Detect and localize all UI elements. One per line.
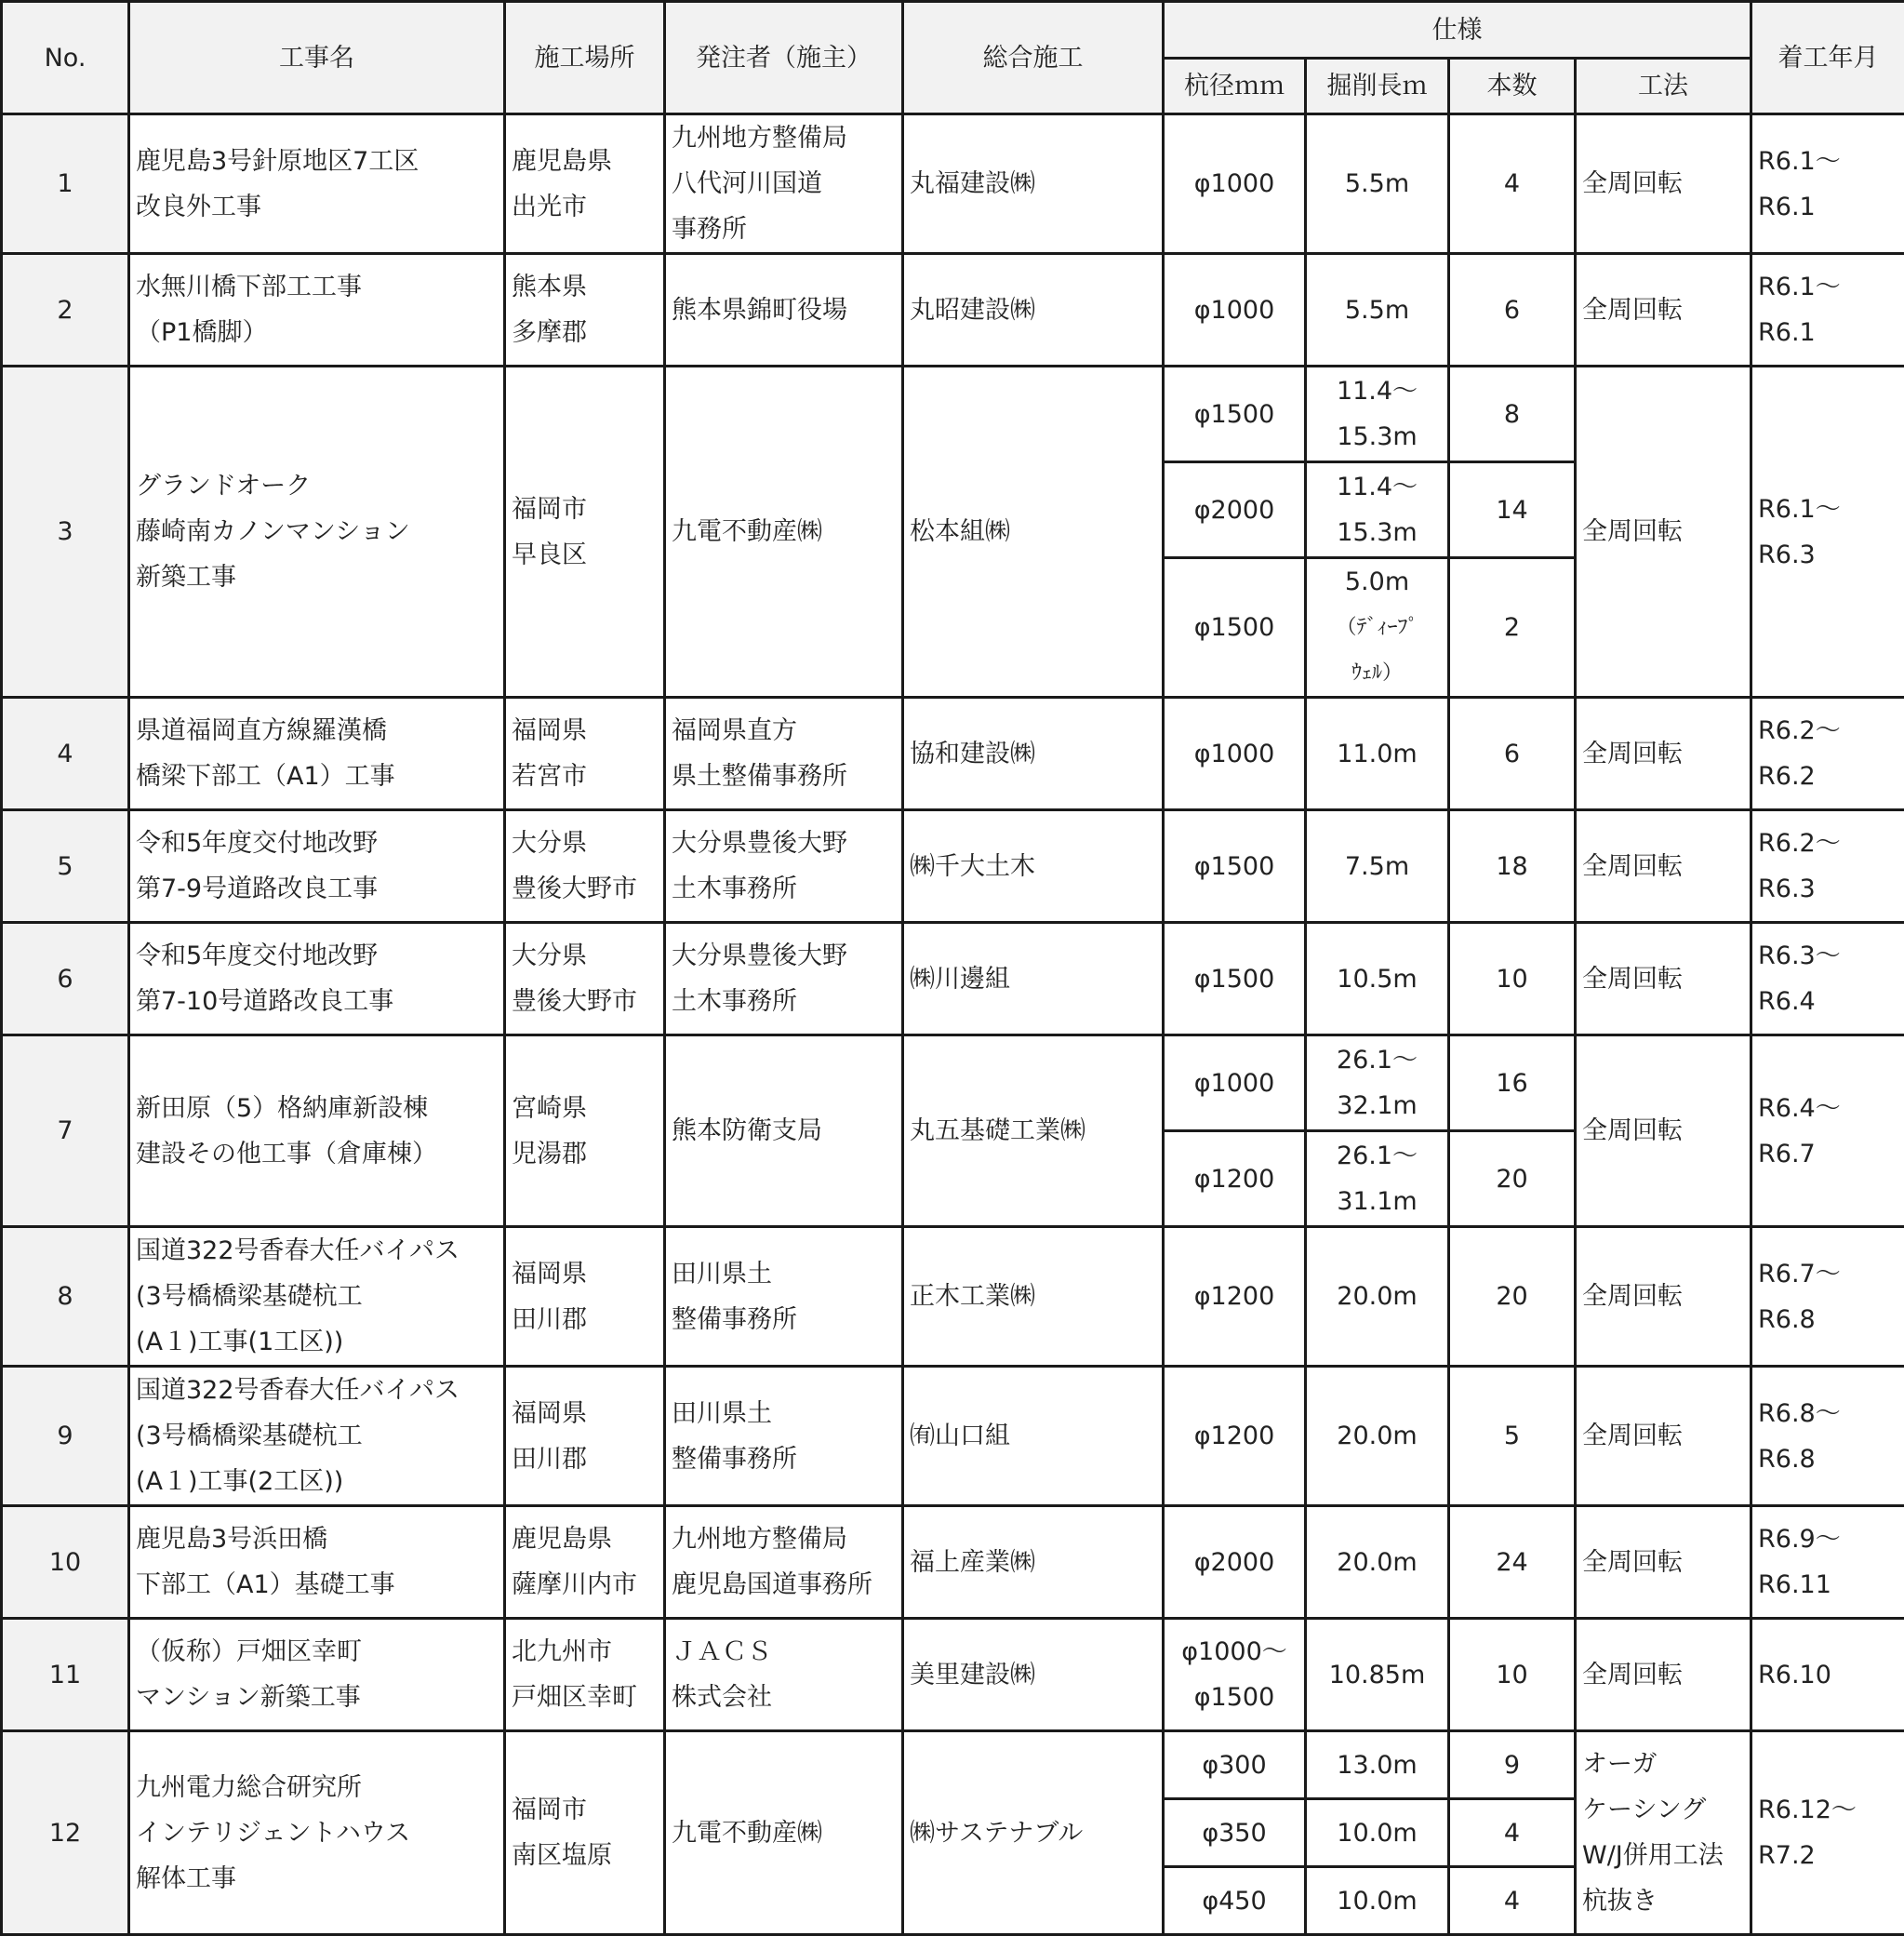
pile-diameter: φ1500 xyxy=(1164,558,1306,698)
construction-method xyxy=(1576,114,1751,254)
work-place xyxy=(505,1619,665,1731)
general-contractor: ㈲山口組 xyxy=(903,1367,1164,1506)
excavation-length-line: 32.1m xyxy=(1312,1083,1442,1128)
work-name-line: 鹿児島3号針原地区7工区 xyxy=(136,139,498,184)
construction-method-line: オーガ xyxy=(1582,1742,1744,1787)
construction-method xyxy=(1576,367,1751,698)
pile-count: 10 xyxy=(1449,1619,1576,1731)
work-name-line: 鹿児島3号浜田橋 xyxy=(136,1516,498,1562)
client-line: 県土整備事務所 xyxy=(672,754,896,799)
work-name-line: 解体工事 xyxy=(136,1856,498,1902)
pile-diameter: φ1500 xyxy=(1164,810,1306,923)
pile-diameter: φ300 xyxy=(1164,1731,1306,1799)
excavation-length-line: 11.4～ xyxy=(1312,464,1442,510)
pile-count: 4 xyxy=(1449,1799,1576,1867)
pile-count: 16 xyxy=(1449,1035,1576,1131)
work-name-line: 新田原（5）格納庫新設棟 xyxy=(136,1086,498,1131)
pile-count: 18 xyxy=(1449,810,1576,923)
client-line: 整備事務所 xyxy=(672,1297,896,1342)
work-name xyxy=(129,810,505,923)
excavation-length xyxy=(1306,1035,1449,1131)
work-name-line: 国道322号香春大任バイパス xyxy=(136,1368,498,1413)
start-date-line: R6.8 xyxy=(1758,1297,1898,1342)
general-contractor: ㈱千大土木 xyxy=(903,810,1164,923)
work-name-line: （P1橋脚） xyxy=(136,310,498,355)
start-date-line: R6.9～ xyxy=(1758,1516,1898,1562)
excavation-length-line: 5.0m xyxy=(1312,559,1442,605)
client xyxy=(665,367,903,698)
start-date-line: R6.2 xyxy=(1758,754,1898,799)
start-date-line: R6.2～ xyxy=(1758,708,1898,754)
client-line: 大分県豊後大野 xyxy=(672,821,896,866)
row-number: 7 xyxy=(2,1035,129,1227)
work-place-line: 福岡市 xyxy=(512,1787,658,1833)
row-number: 3 xyxy=(2,367,129,698)
work-name xyxy=(129,698,505,810)
work-place xyxy=(505,1035,665,1227)
work-name-line: (A１)工事(1工区)) xyxy=(136,1319,498,1365)
row-number: 10 xyxy=(2,1506,129,1619)
start-date-line: R6.2～ xyxy=(1758,821,1898,866)
work-place xyxy=(505,810,665,923)
client xyxy=(665,1367,903,1506)
work-place xyxy=(505,1506,665,1619)
start-date-line: R6.7 xyxy=(1758,1131,1898,1177)
pile-count: 8 xyxy=(1449,367,1576,462)
start-date-line: R6.8 xyxy=(1758,1436,1898,1482)
excavation-length xyxy=(1306,1619,1449,1731)
client xyxy=(665,1506,903,1619)
work-place-line: 福岡県 xyxy=(512,708,658,754)
general-contractor: 正木工業㈱ xyxy=(903,1227,1164,1367)
header-name: 工事名 xyxy=(129,2,505,114)
pile-count: 5 xyxy=(1449,1367,1576,1506)
excavation-length-line: 15.3m xyxy=(1312,414,1442,460)
pile-count: 4 xyxy=(1449,1867,1576,1935)
pile-diameter: φ1200 xyxy=(1164,1367,1306,1506)
start-date-line: R6.12～ xyxy=(1758,1787,1898,1833)
work-name-line: 下部工（A1）基礎工事 xyxy=(136,1562,498,1608)
pile-count: 6 xyxy=(1449,698,1576,810)
construction-method xyxy=(1576,254,1751,367)
excavation-length xyxy=(1306,1799,1449,1867)
excavation-length xyxy=(1306,254,1449,367)
construction-method-line: 全周回転 xyxy=(1582,1413,1744,1459)
construction-method-line: W/J併用工法 xyxy=(1582,1833,1744,1878)
work-place-line: 出光市 xyxy=(512,184,658,230)
header-method: 工法 xyxy=(1576,59,1751,114)
work-name-line: 新築工事 xyxy=(136,554,498,600)
pile-diameter-line: φ1000～ xyxy=(1170,1629,1298,1675)
start-date xyxy=(1751,114,1904,254)
work-name-line: 橋梁下部工（A1）工事 xyxy=(136,754,498,799)
construction-method xyxy=(1576,698,1751,810)
client xyxy=(665,1035,903,1227)
general-contractor: 丸福建設㈱ xyxy=(903,114,1164,254)
general-contractor: 丸昭建設㈱ xyxy=(903,254,1164,367)
work-place xyxy=(505,1731,665,1935)
client-line: 九州地方整備局 xyxy=(672,1516,896,1562)
pile-count: 20 xyxy=(1449,1131,1576,1227)
start-date xyxy=(1751,1506,1904,1619)
table-row xyxy=(2,1227,1904,1367)
excavation-length xyxy=(1306,810,1449,923)
client xyxy=(665,810,903,923)
construction-method-line: 全周回転 xyxy=(1582,1108,1744,1154)
construction-method-line: 全周回転 xyxy=(1582,161,1744,207)
work-place-line: 田川郡 xyxy=(512,1436,658,1482)
construction-method xyxy=(1576,1619,1751,1731)
table-body xyxy=(2,114,1904,1935)
work-place-line: 大分県 xyxy=(512,933,658,979)
work-place-line: 鹿児島県 xyxy=(512,1516,658,1562)
start-date-line: R6.11 xyxy=(1758,1562,1898,1608)
row-number: 2 xyxy=(2,254,129,367)
work-name xyxy=(129,1619,505,1731)
row-number: 12 xyxy=(2,1731,129,1935)
row-number: 9 xyxy=(2,1367,129,1506)
start-date xyxy=(1751,810,1904,923)
excavation-length xyxy=(1306,923,1449,1035)
start-date xyxy=(1751,698,1904,810)
table-row xyxy=(2,810,1904,923)
work-name-line: (A１)工事(2工区)) xyxy=(136,1459,498,1504)
start-date xyxy=(1751,923,1904,1035)
header-general: 総合施工 xyxy=(903,2,1164,114)
construction-method-line: 全周回転 xyxy=(1582,731,1744,777)
row-number: 6 xyxy=(2,923,129,1035)
excavation-length xyxy=(1306,367,1449,462)
client-line: 株式会社 xyxy=(672,1675,896,1720)
pile-diameter: φ2000 xyxy=(1164,1506,1306,1619)
start-date xyxy=(1751,1035,1904,1227)
header-diameter: 杭径ｍｍ xyxy=(1164,59,1306,114)
construction-method-line: 全周回転 xyxy=(1582,1652,1744,1698)
start-date xyxy=(1751,1731,1904,1935)
work-name xyxy=(129,1506,505,1619)
row-number: 11 xyxy=(2,1619,129,1731)
construction-method xyxy=(1576,1506,1751,1619)
excavation-length-line: 7.5m xyxy=(1312,844,1442,889)
header-start: 着工年月 xyxy=(1751,2,1904,114)
start-date xyxy=(1751,1227,1904,1367)
excavation-length-line: 26.1～ xyxy=(1312,1133,1442,1179)
pile-diameter: φ1200 xyxy=(1164,1227,1306,1367)
work-place-line: 豊後大野市 xyxy=(512,866,658,912)
header-row-1 xyxy=(2,2,1904,59)
client-line: 土木事務所 xyxy=(672,866,896,912)
work-name xyxy=(129,1367,505,1506)
work-place-line: 福岡市 xyxy=(512,487,658,532)
excavation-length-line: 10.5m xyxy=(1312,956,1442,1002)
client-line: 土木事務所 xyxy=(672,979,896,1024)
work-name-line: グランドオーク xyxy=(136,463,498,509)
excavation-length-line: 13.0m xyxy=(1312,1742,1442,1788)
client-line: 大分県豊後大野 xyxy=(672,933,896,979)
work-place xyxy=(505,923,665,1035)
client xyxy=(665,1619,903,1731)
client xyxy=(665,1227,903,1367)
row-number: 8 xyxy=(2,1227,129,1367)
client-line: 事務所 xyxy=(672,207,896,252)
construction-method-line: 全周回転 xyxy=(1582,509,1744,554)
work-name xyxy=(129,254,505,367)
work-name xyxy=(129,1035,505,1227)
pile-diameter: φ450 xyxy=(1164,1867,1306,1935)
excavation-length xyxy=(1306,1731,1449,1799)
table-row xyxy=(2,923,1904,1035)
start-date-line: R6.1 xyxy=(1758,310,1898,355)
work-place-line: 田川郡 xyxy=(512,1297,658,1342)
start-date-line: R6.1～ xyxy=(1758,264,1898,310)
work-name-line: 令和5年度交付地改野 xyxy=(136,821,498,866)
header-spec: 仕様 xyxy=(1164,2,1751,59)
excavation-length-line: 20.0m xyxy=(1312,1413,1442,1459)
table-row xyxy=(2,114,1904,254)
pile-diameter: φ350 xyxy=(1164,1799,1306,1867)
pile-count: 24 xyxy=(1449,1506,1576,1619)
work-name-line: 国道322号香春大任バイパス xyxy=(136,1228,498,1274)
pile-diameter: φ1200 xyxy=(1164,1131,1306,1227)
work-place-line: 若宮市 xyxy=(512,754,658,799)
start-date-line: R6.3～ xyxy=(1758,933,1898,979)
excavation-length-line: 10.85m xyxy=(1312,1652,1442,1698)
excavation-length-line: ｳｪﾙ） xyxy=(1312,650,1442,696)
start-date-line: R6.10 xyxy=(1758,1652,1898,1698)
start-date-line: R6.3 xyxy=(1758,866,1898,912)
start-date xyxy=(1751,254,1904,367)
excavation-length-line: 11.4～ xyxy=(1312,368,1442,414)
pile-diameter: φ1000 xyxy=(1164,114,1306,254)
work-place xyxy=(505,114,665,254)
pile-diameter: φ1000 xyxy=(1164,698,1306,810)
client xyxy=(665,254,903,367)
work-place xyxy=(505,1367,665,1506)
work-name-line: 県道福岡直方線羅漢橋 xyxy=(136,708,498,754)
excavation-length-line: 5.5m xyxy=(1312,287,1442,333)
construction-method-line: ケーシング xyxy=(1582,1787,1744,1833)
work-name xyxy=(129,1227,505,1367)
excavation-length xyxy=(1306,462,1449,558)
work-name-line: 建設その他工事（倉庫棟） xyxy=(136,1131,498,1177)
pile-diameter: φ2000 xyxy=(1164,462,1306,558)
pile-count: 6 xyxy=(1449,254,1576,367)
start-date xyxy=(1751,1619,1904,1731)
header-count: 本数 xyxy=(1449,59,1576,114)
construction-method xyxy=(1576,1367,1751,1506)
work-place xyxy=(505,367,665,698)
client-line: ＪＡＣＳ xyxy=(672,1629,896,1675)
client-line: 田川県土 xyxy=(672,1391,896,1436)
client-line: 鹿児島国道事務所 xyxy=(672,1562,896,1608)
client-line: 九州地方整備局 xyxy=(672,115,896,161)
construction-method xyxy=(1576,810,1751,923)
start-date-line: R6.3 xyxy=(1758,532,1898,578)
construction-method-line: 全周回転 xyxy=(1582,287,1744,333)
start-date-line: R6.1～ xyxy=(1758,139,1898,184)
excavation-length-line: （ﾃﾞｨｰﾌﾟ xyxy=(1312,605,1442,650)
work-name-line: 水無川橋下部工工事 xyxy=(136,264,498,310)
table-row xyxy=(2,1367,1904,1506)
work-place xyxy=(505,1227,665,1367)
table-row xyxy=(2,254,1904,367)
client-line: 熊本県錦町役場 xyxy=(672,287,896,333)
pile-diameter-line: φ1500 xyxy=(1170,1675,1298,1720)
table-row xyxy=(2,1035,1904,1131)
row-number: 5 xyxy=(2,810,129,923)
work-place-line: 大分県 xyxy=(512,821,658,866)
start-date-line: R6.1 xyxy=(1758,184,1898,230)
table-row xyxy=(2,698,1904,810)
excavation-length xyxy=(1306,114,1449,254)
table-row xyxy=(2,1731,1904,1799)
start-date-line: R6.8～ xyxy=(1758,1391,1898,1436)
client-line: 九電不動産㈱ xyxy=(672,1810,896,1856)
work-name-line: （仮称）戸畑区幸町 xyxy=(136,1629,498,1675)
excavation-length xyxy=(1306,1367,1449,1506)
excavation-length-line: 5.5m xyxy=(1312,161,1442,207)
excavation-length xyxy=(1306,1867,1449,1935)
work-place-line: 豊後大野市 xyxy=(512,979,658,1024)
excavation-length xyxy=(1306,1131,1449,1227)
work-place-line: 福岡県 xyxy=(512,1251,658,1297)
work-name-line: マンション新築工事 xyxy=(136,1675,498,1720)
header-client: 発注者（施主） xyxy=(665,2,903,114)
start-date-line: R6.7～ xyxy=(1758,1251,1898,1297)
excavation-length xyxy=(1306,558,1449,698)
client xyxy=(665,923,903,1035)
table-row xyxy=(2,1506,1904,1619)
client-line: 田川県土 xyxy=(672,1251,896,1297)
header-length: 掘削長ｍ xyxy=(1306,59,1449,114)
construction-method xyxy=(1576,923,1751,1035)
excavation-length-line: 15.3m xyxy=(1312,510,1442,555)
work-place-line: 宮崎県 xyxy=(512,1086,658,1131)
work-name-line: 第7-9号道路改良工事 xyxy=(136,866,498,912)
pile-count: 10 xyxy=(1449,923,1576,1035)
work-place-line: 早良区 xyxy=(512,532,658,578)
general-contractor: 丸五基礎工業㈱ xyxy=(903,1035,1164,1227)
general-contractor: ㈱川邊組 xyxy=(903,923,1164,1035)
construction-method xyxy=(1576,1035,1751,1227)
pile-diameter: φ1000 xyxy=(1164,1035,1306,1131)
work-place-line: 熊本県 xyxy=(512,264,658,310)
construction-method-line: 全周回転 xyxy=(1582,956,1744,1002)
client-line: 熊本防衛支局 xyxy=(672,1108,896,1154)
excavation-length-line: 20.0m xyxy=(1312,1540,1442,1585)
work-name-line: 改良外工事 xyxy=(136,184,498,230)
start-date-line: R7.2 xyxy=(1758,1833,1898,1878)
work-name-line: 第7-10号道路改良工事 xyxy=(136,979,498,1024)
table-row xyxy=(2,367,1904,462)
header-no: No. xyxy=(2,2,129,114)
excavation-length-line: 10.0m xyxy=(1312,1810,1442,1856)
excavation-length-line: 26.1～ xyxy=(1312,1037,1442,1083)
excavation-length-line: 31.1m xyxy=(1312,1179,1442,1224)
work-name-line: 藤崎南カノンマンション xyxy=(136,509,498,554)
work-name-line: インテリジェントハウス xyxy=(136,1810,498,1856)
work-place-line: 薩摩川内市 xyxy=(512,1562,658,1608)
pile-count: 20 xyxy=(1449,1227,1576,1367)
work-name xyxy=(129,114,505,254)
work-place-line: 南区塩原 xyxy=(512,1833,658,1878)
excavation-length xyxy=(1306,698,1449,810)
work-place xyxy=(505,698,665,810)
work-place-line: 児湯郡 xyxy=(512,1131,658,1177)
work-place-line: 戸畑区幸町 xyxy=(512,1675,658,1720)
row-number: 1 xyxy=(2,114,129,254)
work-name xyxy=(129,367,505,698)
general-contractor: 協和建設㈱ xyxy=(903,698,1164,810)
construction-method-line: 杭抜き xyxy=(1582,1878,1744,1924)
client-line: 整備事務所 xyxy=(672,1436,896,1482)
excavation-length xyxy=(1306,1227,1449,1367)
pile-diameter: φ1500 xyxy=(1164,923,1306,1035)
start-date-line: R6.1～ xyxy=(1758,487,1898,532)
start-date-line: R6.4 xyxy=(1758,979,1898,1024)
work-place-line: 福岡県 xyxy=(512,1391,658,1436)
row-number: 4 xyxy=(2,698,129,810)
work-name-line: 令和5年度交付地改野 xyxy=(136,933,498,979)
work-name xyxy=(129,923,505,1035)
construction-method-line: 全周回転 xyxy=(1582,844,1744,889)
construction-method-line: 全周回転 xyxy=(1582,1540,1744,1585)
work-place-line: 多摩郡 xyxy=(512,310,658,355)
client-line: 八代河川国道 xyxy=(672,161,896,207)
pile-count: 2 xyxy=(1449,558,1576,698)
work-name xyxy=(129,1731,505,1935)
general-contractor: 美里建設㈱ xyxy=(903,1619,1164,1731)
client-line: 福岡県直方 xyxy=(672,708,896,754)
general-contractor: 福上産業㈱ xyxy=(903,1506,1164,1619)
excavation-length xyxy=(1306,1506,1449,1619)
start-date xyxy=(1751,367,1904,698)
work-place-line: 鹿児島県 xyxy=(512,139,658,184)
excavation-length-line: 11.0m xyxy=(1312,731,1442,777)
general-contractor: ㈱サステナブル xyxy=(903,1731,1164,1935)
table-row xyxy=(2,1619,1904,1731)
start-date-line: R6.4～ xyxy=(1758,1086,1898,1131)
work-name-line: (3号橋橋梁基礎杭工 xyxy=(136,1274,498,1319)
client-line: 九電不動産㈱ xyxy=(672,509,896,554)
header-place: 施工場所 xyxy=(505,2,665,114)
client xyxy=(665,114,903,254)
pile-count: 14 xyxy=(1449,462,1576,558)
pile-count: 4 xyxy=(1449,114,1576,254)
work-place xyxy=(505,254,665,367)
work-name-line: (3号橋橋梁基礎杭工 xyxy=(136,1413,498,1459)
pile-diameter xyxy=(1164,1619,1306,1731)
pile-diameter: φ1500 xyxy=(1164,367,1306,462)
work-place-line: 北九州市 xyxy=(512,1629,658,1675)
work-name-line: 九州電力総合研究所 xyxy=(136,1765,498,1810)
construction-method-line: 全周回転 xyxy=(1582,1274,1744,1319)
start-date xyxy=(1751,1367,1904,1506)
excavation-length-line: 10.0m xyxy=(1312,1878,1442,1924)
client xyxy=(665,1731,903,1935)
pile-diameter: φ1000 xyxy=(1164,254,1306,367)
client xyxy=(665,698,903,810)
excavation-length-line: 20.0m xyxy=(1312,1274,1442,1319)
general-contractor: 松本組㈱ xyxy=(903,367,1164,698)
pile-count: 9 xyxy=(1449,1731,1576,1799)
construction-method xyxy=(1576,1731,1751,1935)
construction-method xyxy=(1576,1227,1751,1367)
